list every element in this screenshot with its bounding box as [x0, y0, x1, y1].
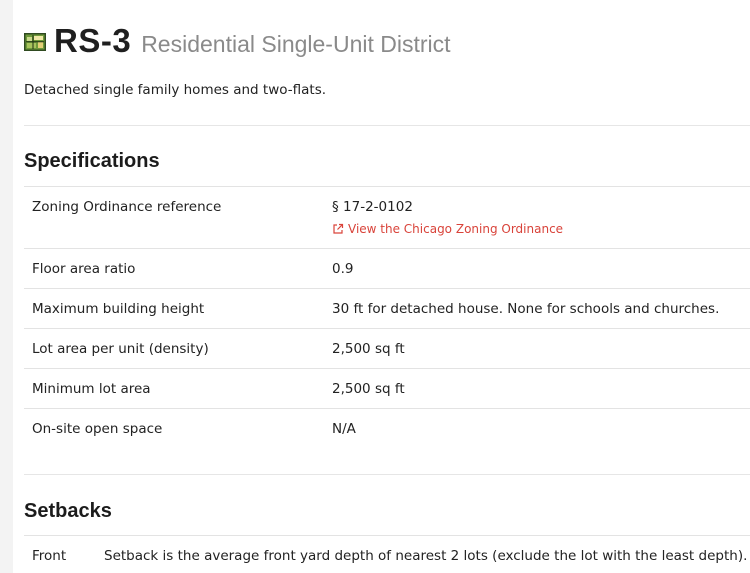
- row-label: Floor area ratio: [32, 261, 136, 277]
- row-value: N/A: [332, 421, 356, 437]
- row-value: Setback is the average front yard depth of nearest 2 lots (exclude the lot with the least depth).: [104, 548, 748, 564]
- row-label: Minimum lot area: [32, 381, 151, 397]
- row-value: § 17-2-0102: [332, 199, 413, 215]
- row-value: 0.9: [332, 261, 354, 277]
- external-link-icon: [332, 223, 344, 235]
- specifications-table: [24, 186, 750, 448]
- link-label: View the Chicago Zoning Ordinance: [348, 222, 564, 236]
- table-row: [24, 368, 750, 408]
- row-label: Zoning Ordinance reference: [32, 199, 222, 215]
- zoning-map-icon: [24, 33, 46, 51]
- district-description: Detached single family homes and two-flats.: [24, 82, 327, 98]
- table-row: [24, 535, 750, 573]
- table-row: [24, 408, 750, 448]
- left-gutter: [0, 0, 13, 573]
- table-row: [24, 248, 750, 288]
- row-value: 30 ft for detached house. None for schools and churches.: [332, 301, 720, 317]
- row-label: Lot area per unit (density): [32, 341, 209, 357]
- district-header: [24, 22, 451, 60]
- divider: [24, 125, 750, 126]
- zoning-ordinance-link[interactable]: [332, 222, 563, 236]
- row-value: 2,500 sq ft: [332, 341, 405, 357]
- specifications-heading: Specifications: [24, 150, 160, 172]
- table-row: [24, 288, 750, 328]
- setbacks-heading: Setbacks: [24, 500, 112, 522]
- zone-code: RS-3: [54, 22, 132, 59]
- row-label: Maximum building height: [32, 301, 205, 317]
- row-label: Front: [32, 548, 67, 564]
- zone-name: Residential Single-Unit District: [141, 31, 451, 57]
- divider: [24, 474, 750, 475]
- table-row: [24, 186, 750, 248]
- row-value: 2,500 sq ft: [332, 381, 405, 397]
- row-label: On-site open space: [32, 421, 163, 437]
- table-row: [24, 328, 750, 368]
